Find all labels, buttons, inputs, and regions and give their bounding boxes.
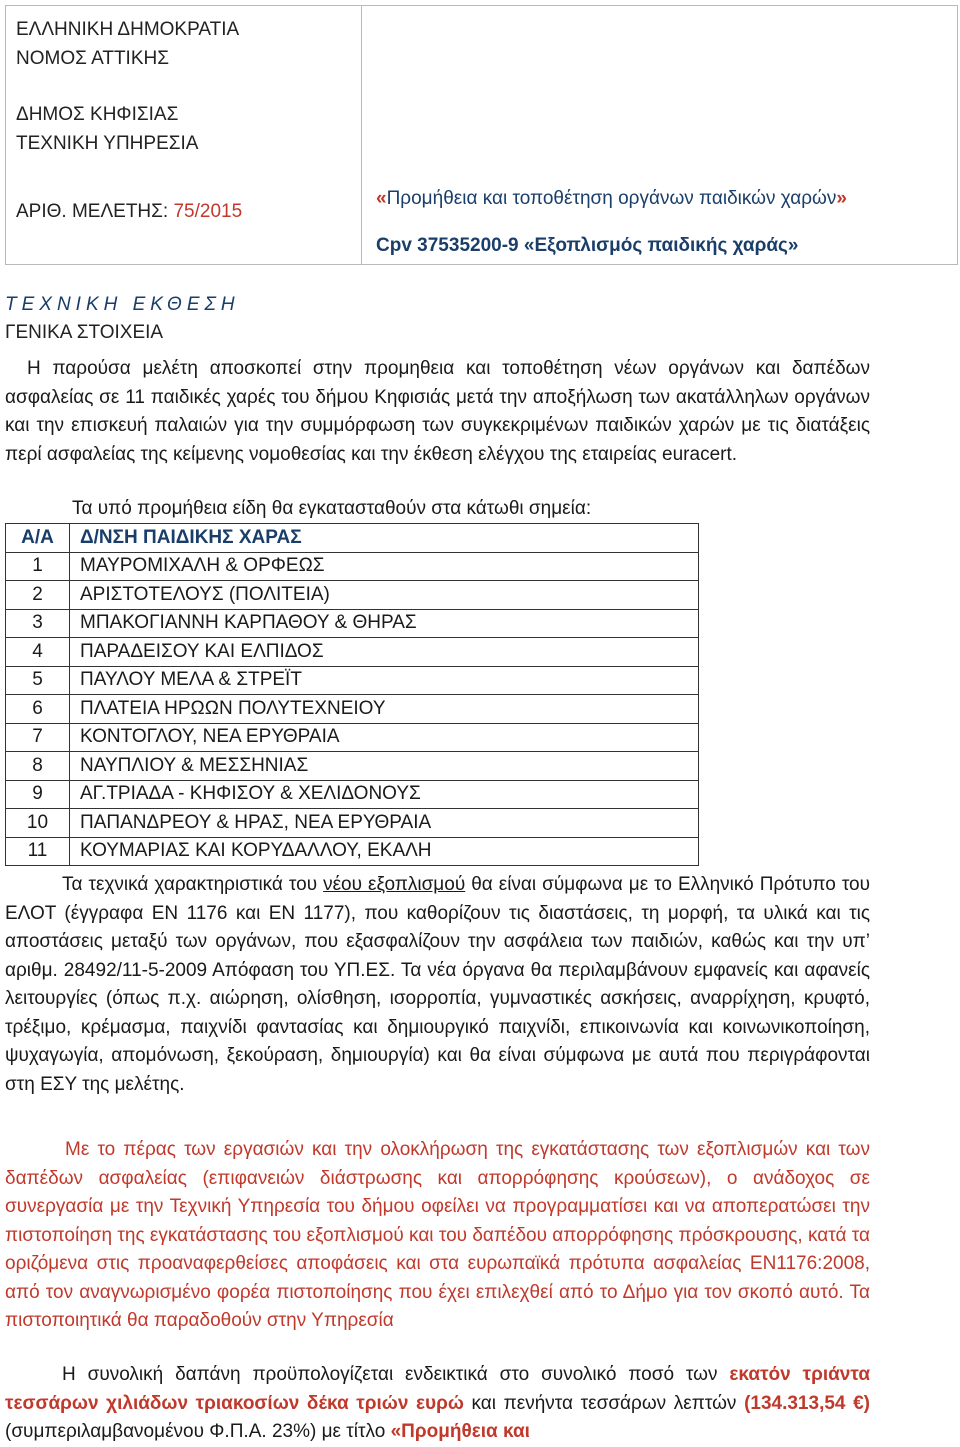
table-row: 5 ΠΑΥΛΟΥ ΜΕΛΑ & ΣΤΡΕΪΤ	[6, 666, 699, 695]
document-header	[5, 5, 958, 265]
locations-intro: Τα υπό προμήθεια είδη θα εγκατασταθούν στα κάτωθι σημεία:	[72, 498, 592, 519]
locations-table	[5, 523, 699, 866]
intro-paragraph: Η παρούσα μελέτη αποσκοπεί στην προμηθεια και τοποθέτηση νέων οργάνων και δαπέδων ασφαλείας σε 11 παιδικές χαρές του δήμου Κηφισιάς μετά την αποξήλωση των ακατάλληλων οργάνων και την επισκευή παλαιών για την συμμόρφωση των συγκεκριμένων παιδικών χαρών με τις διατάξεις περί ασφαλείας της κείμενης νομοθεσίας και την έκθεση ελέγχου της εταιρείας euracert.	[5, 358, 870, 465]
header-divider	[361, 6, 362, 264]
issuer-block	[16, 16, 243, 222]
specs-paragraph: Τα τεχνικά χαρακτηριστικά του νέου εξοπλισμού θα είναι σύμφωνα με το Ελληνικό Πρότυπο του ΕΛΟΤ (έγγραφα ΕΝ 1176 και ΕΝ 1177), που καθορίζουν τις διαστάσεις, τη μορφή, τα υλικά και τις αποστάσεις μεταξύ των οργάνων, που εξασφαλίζουν την ασφάλεια των παιδιών, καθώς και την υπ’ αριθμ. 28492/11-5-2009 Απόφαση του ΥΠ.ΕΣ. Τα νέα όργανα θα περιλαμβάνουν εμφανείς και αφανείς λειτουργίες (όπως π.χ. αιώρηση, ολίσθηση, ισορροπία, γυμναστικές ασκήσεις, αναρρίχηση, κρυφτό, τρέξιμο, κρέμασμα, παιχνίδι φαντασίας και δημιουργικό παιχνίδι, επικοινωνία και κοινωνικοποίηση, ψυχαγωγία, απομόνωση, ξεκούραση, δημιουργία) και θα είναι σύμφωνα με αυτά που περιγράφονται στη ΕΣΥ της μελέτης.	[5, 874, 871, 1095]
cost-paragraph: Η συνολική δαπάνη προϋπολογίζεται ενδεικτικά στο συνολικό ποσό των εκατόν τριάντα τεσσάρων χιλιάδων τριακοσίων δέκα τριών ευρώ και πενήντα τεσσάρων λεπτών (134.313,54 €) (συμπεριλαμβανομένου Φ.Π.Α. 23%) με τίτλο «Προμήθεια και	[5, 1364, 871, 1442]
table-row: 9 ΑΓ.ΤΡΙΑΔΑ - ΚΗΦΙΣΟΥ & ΧΕΛΙΔΟΝΟΥΣ	[6, 780, 699, 809]
cpv-code: Cpv 37535200-9 «Εξοπλισμός παιδικής χαράς»	[376, 235, 799, 256]
table-row: 8 ΝΑΥΠΛΙΟΥ & ΜΕΣΣΗΝΙΑΣ	[6, 752, 699, 781]
certification-paragraph: Με το πέρας των εργασιών και την ολοκλήρωση της εγκατάστασης των εξοπλισμών και των δαπέδων ασφαλείας (επιφανειών διάστρωσης και απορρόφησης κρούσεων), ο ανάδοχος σε συνεργασία με την Τεχνική Υπηρεσία του δήμου οφείλει να προγραμματίσει και να αποπερατώσει την πιστοποίηση της εγκατάστασης του εξοπλισμού και του δαπέδου απορρόφησης πρόσκρουσης, κατά τα οριζόμενα στις προαναφερθείσες αποφάσεις και στα ευρωπαϊκά πρότυπα ασφαλείας ΕΝ1176:2008, από τον αναγνωρισμένο φορέα πιστοποίησης που έχει επιλεχθεί από το Δήμο για τον σκοπό αυτό. Τα πιστοποιητικά θα παραδοθούν στην Υπηρεσία	[5, 1139, 870, 1331]
table-row: 4 ΠΑΡΑΔΕΙΣΟΥ ΚΑΙ ΕΛΠΙΔΟΣ	[6, 638, 699, 667]
issuer-line: ΝΟΜΟΣ ΑΤΤΙΚΗΣ	[16, 47, 169, 69]
general-heading: ΓΕΝΙΚΑ ΣΤΟΙΧΕΙΑ	[5, 322, 164, 343]
table-row: 2 ΑΡΙΣΤΟΤΕΛΟΥΣ (ΠΟΛΙΤΕΙΑ)	[6, 581, 699, 610]
table-row: 10 ΠΑΠΑΝΔΡΕΟΥ & ΗΡΑΣ, ΝΕΑ ΕΡΥΘΡΑΙΑ	[6, 809, 699, 838]
table-row: 1 ΜΑΥΡΟΜΙΧΑΛΗ & ΟΡΦΕΩΣ	[6, 552, 699, 581]
table-row: 6 ΠΛΑΤΕΙΑ ΗΡΩΩΝ ΠΟΛΥΤΕΧΝΕΙΟΥ	[6, 695, 699, 724]
column-header: Α/Α	[6, 524, 70, 553]
issuer-line: ΔΗΜΟΣ ΚΗΦΙΣΙΑΣ	[16, 104, 179, 125]
study-number: 75/2015	[173, 201, 243, 222]
amount-words: εκατόν τριάντα τεσσάρων χιλιάδων τριακοσίων δέκα τριών ευρώ	[5, 1364, 871, 1414]
table-header-row	[6, 524, 699, 553]
table-row: 7 ΚΟΝΤΟΓΛΟΥ, ΝΕΑ ΕΡΥΘΡΑΙΑ	[6, 723, 699, 752]
title-quote: «Προμήθεια και	[390, 1421, 530, 1442]
study-title: «Προμήθεια και τοποθέτηση οργάνων παιδικών χαρών»	[376, 188, 847, 209]
column-header: Δ/ΝΣΗ ΠΑΙΔΙΚΗΣ ΧΑΡΑΣ	[70, 524, 699, 553]
study-number-line	[16, 198, 242, 227]
issuer-line: ΤΕΧΝΙΚΗ ΥΠΗΡΕΣΙΑ	[16, 132, 199, 154]
equipment-link: νέου εξοπλισμού	[323, 874, 466, 895]
issuer-line: ΕΛΛΗΝΙΚΗ ΔΗΜΟΚΡΑΤΙΑ	[16, 19, 240, 40]
study-number-label: ΑΡΙΘ. ΜΕΛΕΤΗΣ:	[16, 201, 169, 222]
section-title: ΤΕΧΝΙΚΗ ΕΚΘΕΣΗ	[5, 294, 240, 315]
table-row: 11 ΚΟΥΜΑΡΙΑΣ ΚΑΙ ΚΟΡΥΔΑΛΛΟΥ, ΕΚΑΛΗ	[6, 837, 699, 866]
amount-number: (134.313,54 €)	[744, 1392, 870, 1414]
table-row: 3 ΜΠΑΚΟΓΙΑΝΝΗ ΚΑΡΠΑΘΟΥ & ΘΗΡΑΣ	[6, 609, 699, 638]
